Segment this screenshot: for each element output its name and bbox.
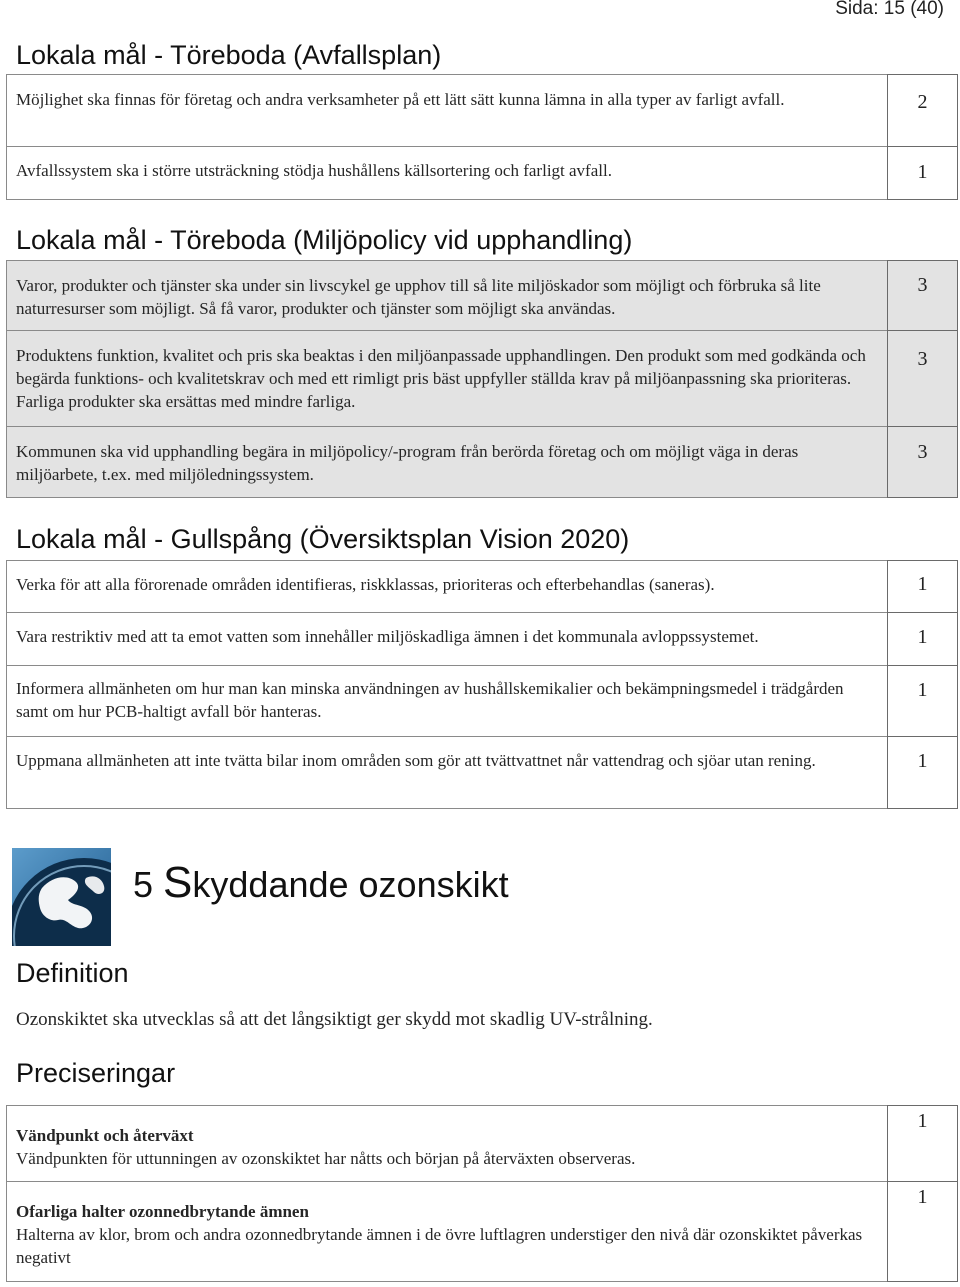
goal-value: 1 xyxy=(887,666,958,737)
precisering-title: Vändpunkt och återväxt xyxy=(16,1126,194,1145)
precisering-value: 1 xyxy=(887,1105,958,1182)
chapter-title-initial: S xyxy=(163,858,193,907)
definition-text: Ozonskiktet ska utvecklas så att det långsiktigt ger skydd mot skadlig UV-strålning. xyxy=(16,1009,653,1030)
goal-value: 3 xyxy=(887,331,958,427)
goal-value: 1 xyxy=(887,737,958,809)
goal-text: Möjlighet ska finnas för företag och andra verksamheter på ett lätt sätt kunna lämna in alla typer av farligt avfall. xyxy=(6,74,887,147)
table-row xyxy=(6,1105,958,1182)
table-row xyxy=(6,427,958,498)
goal-text: Informera allmänheten om hur man kan minska användningen av hushållskemikalier och bekämpningsmedel i trädgården samt om hur PCB-haltigt avfall bör hanteras. xyxy=(6,666,887,737)
table-row xyxy=(6,666,958,737)
goal-text: Avfallssystem ska i större utsträckning stödja hushållens källsortering och farligt avfall. xyxy=(6,147,887,200)
chapter-title xyxy=(133,858,509,908)
section-heading-miljopolicy: Lokala mål - Töreboda (Miljöpolicy vid upphandling) xyxy=(16,225,633,255)
table-row xyxy=(6,560,958,613)
chapter-number: 5 xyxy=(133,864,154,905)
goal-text: Uppmana allmänheten att inte tvätta bilar inom områden som gör att tvättvattnet når vattendrag och sjöar utan rening. xyxy=(6,737,887,809)
precisering-title: Ofarliga halter ozonnedbrytande ämnen xyxy=(16,1202,309,1221)
precisering-cell xyxy=(6,1105,887,1182)
definition-heading: Definition xyxy=(16,958,129,988)
table-row xyxy=(6,613,958,666)
goal-text: Vara restriktiv med att ta emot vatten som innehåller miljöskadliga ämnen i det kommunala avloppssystemet. xyxy=(6,613,887,666)
goal-table-gullspang xyxy=(6,560,958,809)
section-heading-avfallsplan: Lokala mål - Töreboda (Avfallsplan) xyxy=(16,40,442,70)
goal-value: 1 xyxy=(887,147,958,200)
goal-value: 3 xyxy=(887,427,958,498)
section-heading-gullspang: Lokala mål - Gullspång (Översiktsplan Vision 2020) xyxy=(16,524,630,554)
precisering-text: Halterna av klor, brom och andra ozonnedbrytande ämnen i de övre luftlagren understiger den nivå där ozonskiktet påverkas negativt xyxy=(16,1225,863,1267)
table-row xyxy=(6,331,958,427)
goal-value: 1 xyxy=(887,560,958,613)
goal-text: Varor, produkter och tjänster ska under sin livscykel ge upphov till så lite miljöskador som möjligt och förbruka så lite naturresurser som möjligt. Så få varor, produkter och tjänster som möjligt ska användas. xyxy=(6,260,887,331)
table-row xyxy=(6,147,958,200)
chapter-title-rest: kyddande ozonskikt xyxy=(192,864,509,905)
goal-value: 1 xyxy=(887,613,958,666)
goal-text: Produktens funktion, kvalitet och pris ska beaktas i den miljöanpassade upphandlingen. Den produkt som med godkända och begärda funktions- och kvalitetskrav och med ett rimligt pris bäst uppfyller ställda krav på miljöanpassning ska prioriteras. Farliga produkter ska ersättas med mindre farliga. xyxy=(6,331,887,427)
preciseringar-heading: Preciseringar xyxy=(16,1058,176,1088)
table-row xyxy=(6,1182,958,1282)
goal-text: Kommunen ska vid upphandling begära in miljöpolicy/-program från berörda företag och om möjligt väga in deras miljöarbete, t.ex. med miljöledningssystem. xyxy=(6,427,887,498)
globe-ozone-icon xyxy=(12,848,111,946)
table-row xyxy=(6,260,958,331)
goal-value: 3 xyxy=(887,260,958,331)
precisering-cell xyxy=(6,1182,887,1282)
preciseringar-table xyxy=(6,1105,958,1282)
goal-text: Verka för att alla förorenade områden identifieras, riskklassas, prioriteras och efterbehandlas (saneras). xyxy=(6,560,887,613)
goal-table-miljopolicy xyxy=(6,260,958,498)
precisering-text: Vändpunkten för uttunningen av ozonskiktet har nåtts och början på återväxten observeras. xyxy=(16,1149,636,1168)
table-row xyxy=(6,737,958,809)
precisering-value: 1 xyxy=(887,1182,958,1282)
table-row xyxy=(6,74,958,147)
goal-table-avfallsplan xyxy=(6,74,958,200)
page-number: Sida: 15 (40) xyxy=(835,0,944,19)
goal-value: 2 xyxy=(887,74,958,147)
